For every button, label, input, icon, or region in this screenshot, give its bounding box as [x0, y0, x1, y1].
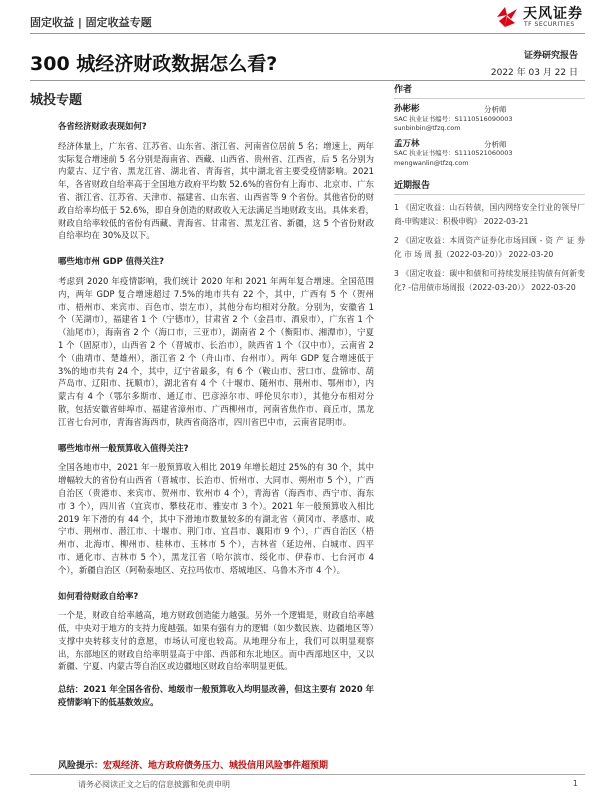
- title-divider: [30, 80, 585, 81]
- recent-divider: [394, 194, 585, 195]
- author-name: 孙彬彬: [394, 104, 420, 114]
- author-email[interactable]: mengwanlin@tfzq.com: [394, 158, 469, 167]
- conclusion: 总结：2021 年全国各省份、地级市一般预算收入均明显改善，但这主要有 2020 年疫情影响下的低基数效应。: [58, 684, 374, 708]
- report-date: 2022 年 03 月 22 日: [490, 68, 578, 78]
- risk-warning: [58, 758, 328, 771]
- report-subtitle: 城投专题: [30, 93, 83, 108]
- recent-reports-panel: [394, 178, 585, 294]
- section-heading: 如何看待财政自给率?: [58, 590, 139, 601]
- report-title: 300 城经济财政数据怎么看?: [30, 53, 278, 75]
- author-name: 孟万林: [394, 138, 420, 149]
- authors-divider: [394, 98, 585, 99]
- author-email[interactable]: sunbinbin@tfzq.com: [394, 124, 461, 133]
- author-license: SAC 执业证书编号：S1110516090003: [394, 114, 513, 123]
- recent-report-item[interactable]: 2 《固定收益：本周资产证券化市场回顾 - 资 产 证 券 化 市 场 周 报（2022-03-20）》 2022-03-20: [394, 236, 585, 259]
- main-content: [58, 120, 374, 709]
- recent-report-item[interactable]: 1 《固定收益：山石转债，国内网络安全行业的领导厂商-申购建议：积极申购》 2022-03-21: [394, 203, 585, 226]
- logo-text-en: TF SECURITIES: [524, 21, 575, 28]
- footer-divider: [30, 774, 585, 775]
- author-card: [394, 105, 585, 134]
- section-heading: 哪些地市州一般预算收入值得关注?: [58, 442, 189, 453]
- logo-text-cn: 天风证券: [523, 6, 583, 22]
- author-card: [394, 140, 585, 169]
- author-license: SAC 执业证书编号：S1110521060003: [394, 149, 513, 158]
- risk-text: 宏观经济、地方政府债务压力、城投信用风险事件超预期: [103, 761, 329, 771]
- section-heading: 各省经济财政表现如何?: [58, 121, 147, 131]
- footer-disclaimer: 请务必阅读正文之后的信息披露和免责申明: [78, 780, 230, 789]
- tf-securities-logo: [493, 3, 585, 31]
- page-number: 1: [572, 779, 578, 788]
- author-role: 分析师: [484, 105, 507, 114]
- section-heading: 哪些地市州 GDP 值得关注?: [58, 256, 165, 267]
- authors-heading: 作者: [394, 85, 413, 95]
- risk-label: 风险提示：: [58, 761, 104, 771]
- author-role: 分析师: [484, 139, 507, 149]
- header-category: 固定收益 | 固定收益专题: [30, 16, 152, 29]
- section-body: 考虑到 2020 年疫情影响，我们统计 2020 年和 2021 年两年复合增速。全国范围内，两年 GDP 复合增速超过 7.5%的地市共有 22 个，其中，广西有 5 个（贺州市、梧州市、来宾市、百色市、崇左市），其他分布均相对分散。分别为，安徽省 1 个（芜湖市），福建省 1 个（宁德市），甘肃省 2 个（金昌市、酒泉市），广东省 1 个（汕尾市），海南省 2 个（海口市，三亚市），湖南省 2 个（衡阳市、湘潭市），宁夏 1 个（固原市），山西省 2 个（晋城市、长治市），陕西省 1 个（汉中市），云南省 2 个（曲靖市、楚雄州），浙江省 2 个（舟山市、台州市）。两年 GDP 复合增速低于 3%的地市共有 24 个，其中，辽宁省最多，有 6 个（鞍山市、营口市、盘锦市、葫芦岛市、辽阳市、抚顺市），湖北省有 4 个（十堰市、随州市、荆州市、鄂州市），内蒙古有 4 个（鄂尔多斯市、通辽市、巴彦淖尔市、呼伦贝尔市），其他分布相对分散，包括安徽省蚌埠市、福建省漳州市、广西柳州市，河南省焦作市、商丘市，黑龙江省七台河市，青海省海西市，陕西省商洛市，四川省巴中市，云南省昆明市。: [58, 275, 374, 427]
- tf-logo-icon: [493, 3, 521, 31]
- section-body: 全国各地市中，2021 年一般预算收入相比 2019 年增长超过 25%的有 30 个，其中增幅较大的省份有山西省（晋城市、长治市、忻州市、大同市、朔州市 5 个），广西自治区（贵港市、来宾市、贺州市、钦州市 4 个），青海省（海西市、西宁市、海东市 3 个），四川省（宜宾市、攀枝花市、雅安市 3 个）。2021 年一般预算收入相比 2019 年下滑的有 44 个，其中下滑地市数量较多的有湖北省（黄冈市、孝感市、咸宁市、荆州市、潜江市、十堰市、荆门市、宜昌市、襄阳市 9 个），广西自治区（梧州市、北海市、柳州市、桂林市、玉林市 5 个），吉林省（延边州、白城市、四平市、通化市、吉林市 5 个），黑龙江省（哈尔滨市、绥化市、伊春市、七台河市 4 个），新疆自治区（阿勒泰地区、克拉玛依市、塔城地区、乌鲁木齐市 4 个）。: [58, 462, 374, 575]
- recent-report-item[interactable]: 3 《固定收益：碳中和债和可持续发展挂钩债有何新变化? -信用债市场周报（2022-03-20）》 2022-03-20: [394, 269, 585, 292]
- section-body: 经济体量上，广东省、江苏省、山东省、浙江省、河南省位居前 5 名；增速上，两年实际复合增速前 5 名分别是海南省、西藏、山西省、贵州省、江西省，后 5 名分别为内蒙古、辽宁省、黑龙江省、湖北省、青海省，其中湖北省主要受疫情影响。2021 年，各省财政自给率高于全国地方政府平均数 52.6%的省份有上海市、北京市、广东省、浙江省、江苏省、天津市、福建省、山东省、山西省等 9 个省份。其他省份的财政自给率均低于 52.6%，即自身创造的财政收入无法满足当地财政支出。具体来看，财政自给率较低的省份有西藏、青海省、甘肃省、黑龙江省、新疆，这 5 个省份财政自给率均在 30%及以下。: [58, 140, 374, 241]
- header-divider: [30, 33, 585, 34]
- section-body: 一个是，财政自给率越高，地方财政创造能力越强。另外一个逻辑是，财政自给率越低，中央对于地方的支持力度越强。如果有强有力的逻辑（如少数民族、边疆地区等）支撑中央转移支付的意愿，市场认可度也较高。从地理分布上，我们可以明显观察出，东部地区的财政自给率明显高于中部、西部和东北地区。而中西部地区中，又以新疆、宁夏、内蒙古等自治区或边疆地区财政自给率明显更低。: [58, 610, 374, 672]
- authors-panel: [394, 82, 585, 169]
- recent-reports-heading: 近期报告: [394, 181, 431, 191]
- report-type: 证券研究报告: [523, 51, 578, 61]
